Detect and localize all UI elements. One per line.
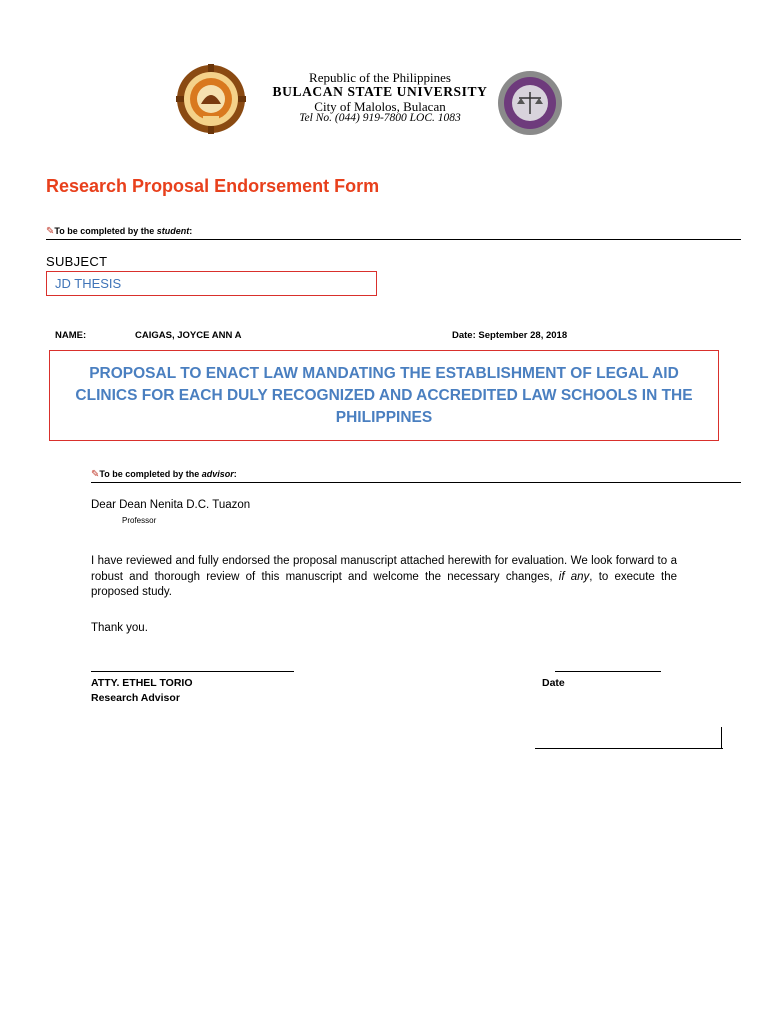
proposal-title-box[interactable] xyxy=(49,350,719,441)
header-republic: Republic of the Philippines xyxy=(309,70,451,85)
signatory-role: Research Advisor xyxy=(91,692,180,704)
student-instruction-prefix: To be completed by the xyxy=(54,226,157,236)
divider xyxy=(91,482,741,483)
advisor-instruction-role: advisor xyxy=(201,469,234,479)
subject-field[interactable] xyxy=(46,271,377,296)
paragraph-part1: I have reviewed and fully endorsed the proposal manuscript attached herewith for evaluation. We look forward to a robust and thorough review of this manuscript and welcome the necessary changes, xyxy=(91,555,677,583)
header-telephone: Tel No. (044) 919-7800 LOC. 1083 xyxy=(299,112,461,124)
header-university: BULACAN STATE UNIVERSITY xyxy=(272,84,488,99)
pencil-icon: ✎ xyxy=(91,469,100,480)
signatory-name: ATTY. ETHEL TORIO xyxy=(91,677,193,689)
student-instruction-role: student xyxy=(156,226,190,236)
date-value: Date: September 28, 2018 xyxy=(452,330,568,341)
pencil-icon: ✎ xyxy=(46,226,55,237)
student-instruction: ✎To be completed by the student: xyxy=(46,226,193,237)
paragraph-italic: if any xyxy=(558,570,590,583)
advisor-instruction: ✎To be completed by the advisor: xyxy=(91,469,237,480)
signature-line[interactable] xyxy=(91,671,294,672)
header-city: City of Malolos, Bulacan xyxy=(314,99,446,114)
name-label: NAME: xyxy=(55,330,87,341)
paragraph-part2: , to execute the proposed study. xyxy=(91,570,677,598)
endorsement-paragraph xyxy=(91,554,677,601)
salutation-title: Professor xyxy=(122,516,157,525)
advisor-instruction-prefix: To be completed by the xyxy=(99,469,202,479)
date-signature-line[interactable] xyxy=(555,671,661,672)
form-title: Research Proposal Endorsement Form xyxy=(46,176,380,196)
subject-value: JD THESIS xyxy=(55,276,122,291)
name-value: CAIGAS, JOYCE ANN A xyxy=(135,330,242,341)
university-seal-icon xyxy=(176,64,246,134)
subject-label: SUBJECT xyxy=(46,254,108,269)
proposal-title: PROPOSAL TO ENACT LAW MANDATING THE ESTABLISHMENT OF LEGAL AID CLINICS FOR EACH DULY RECOGNIZED AND ACCREDITED LAW SCHOOLS IN THE PHILIPPINES xyxy=(75,364,693,426)
salutation: Dear Dean Nenita D.C. Tuazon xyxy=(91,499,251,511)
bottom-line xyxy=(535,748,723,749)
closing: Thank you. xyxy=(91,622,148,634)
divider xyxy=(46,239,741,240)
bottom-tick xyxy=(721,727,722,749)
date-label: Date xyxy=(542,677,565,689)
